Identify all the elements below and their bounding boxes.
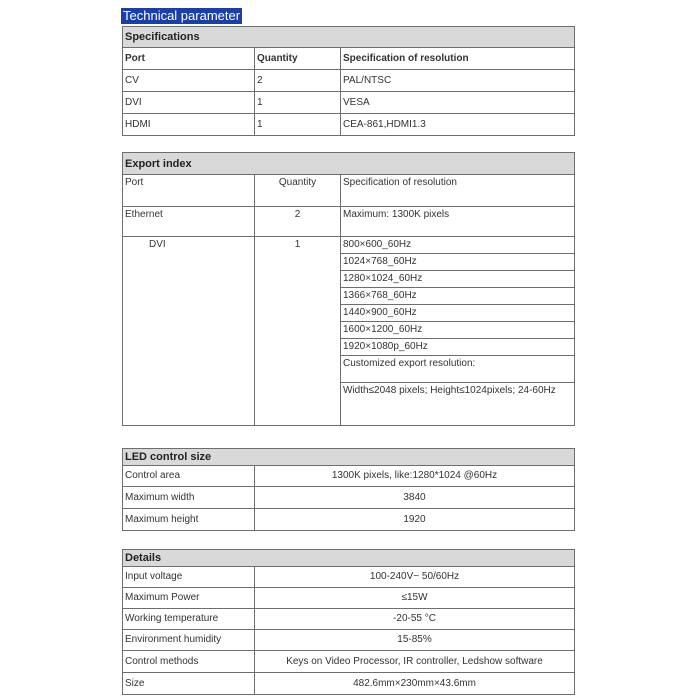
- table-row: [123, 651, 575, 673]
- column-header: Quantity: [255, 175, 341, 207]
- value-cell: 1300K pixels, like:1280*1024 @60Hz: [255, 466, 575, 487]
- resolution-cell: 800×600_60Hz: [341, 237, 575, 254]
- table-row: [123, 207, 575, 237]
- column-header: Port: [123, 175, 255, 207]
- specifications-table: [122, 26, 575, 136]
- column-header: Specification of resolution: [341, 48, 575, 70]
- label-cell: Control methods: [123, 651, 255, 673]
- quantity-cell: 1: [255, 237, 341, 426]
- cell: VESA: [341, 92, 575, 114]
- port-cell: DVI: [123, 237, 255, 426]
- table-row: [123, 70, 575, 92]
- value-cell: ≤15W: [255, 588, 575, 609]
- label-cell: Size: [123, 673, 255, 695]
- cell: CV: [123, 70, 255, 92]
- resolution-cell: 1366×768_60Hz: [341, 288, 575, 305]
- port-cell: Ethernet: [123, 207, 255, 237]
- column-header: Specification of resolution: [341, 175, 575, 207]
- column-header: Quantity: [255, 48, 341, 70]
- resolution-cell: Customized export resolution:: [341, 356, 575, 383]
- label-cell: Maximum Power: [123, 588, 255, 609]
- cell: DVI: [123, 92, 255, 114]
- export-index-heading: Export index: [123, 153, 575, 175]
- table-row: [123, 92, 575, 114]
- resolution-cell: 1920×1080p_60Hz: [341, 339, 575, 356]
- specifications-heading: Specifications: [123, 27, 575, 48]
- value-cell: Keys on Video Processor, IR controller, Ledshow software: [255, 651, 575, 673]
- export-index-table: [122, 152, 575, 426]
- column-header: Port: [123, 48, 255, 70]
- value-cell: 482.6mm×230mm×43.6mm: [255, 673, 575, 695]
- resolution-cell: 1600×1200_60Hz: [341, 322, 575, 339]
- value-cell: 100-240V~ 50/60Hz: [255, 567, 575, 588]
- label-cell: Working temperature: [123, 609, 255, 630]
- table-row: [123, 630, 575, 651]
- label-cell: Environment humidity: [123, 630, 255, 651]
- value-cell: -20-55 °C: [255, 609, 575, 630]
- led-control-heading: LED control size: [123, 449, 575, 466]
- quantity-cell: 2: [255, 207, 341, 237]
- value-cell: 15-85%: [255, 630, 575, 651]
- cell: 2: [255, 70, 341, 92]
- table-row: [123, 466, 575, 487]
- table-row: [123, 673, 575, 695]
- table-row: [123, 487, 575, 509]
- resolution-cell: Width≤2048 pixels; Height≤1024pixels; 24-60Hz: [341, 383, 575, 426]
- table-row: [123, 237, 575, 254]
- table-row: [123, 588, 575, 609]
- value-cell: 3840: [255, 487, 575, 509]
- cell: 1: [255, 114, 341, 136]
- resolution-cell: 1024×768_60Hz: [341, 254, 575, 271]
- cell: HDMI: [123, 114, 255, 136]
- page-title: Technical parameter: [123, 8, 241, 23]
- label-cell: Input voltage: [123, 567, 255, 588]
- resolution-cell: 1280×1024_60Hz: [341, 271, 575, 288]
- label-cell: Maximum height: [123, 509, 255, 531]
- led-control-table: [122, 448, 575, 531]
- table-row: [123, 509, 575, 531]
- table-row: [123, 609, 575, 630]
- label-cell: Control area: [123, 466, 255, 487]
- table-row: [123, 114, 575, 136]
- table-row: [123, 567, 575, 588]
- details-heading: Details: [123, 550, 575, 567]
- cell: 1: [255, 92, 341, 114]
- label-cell: Maximum width: [123, 487, 255, 509]
- spec-cell: Maximum: 1300K pixels: [341, 207, 575, 237]
- resolution-cell: 1440×900_60Hz: [341, 305, 575, 322]
- details-table: [122, 549, 575, 695]
- cell: PAL/NTSC: [341, 70, 575, 92]
- cell: CEA-861,HDMI1.3: [341, 114, 575, 136]
- value-cell: 1920: [255, 509, 575, 531]
